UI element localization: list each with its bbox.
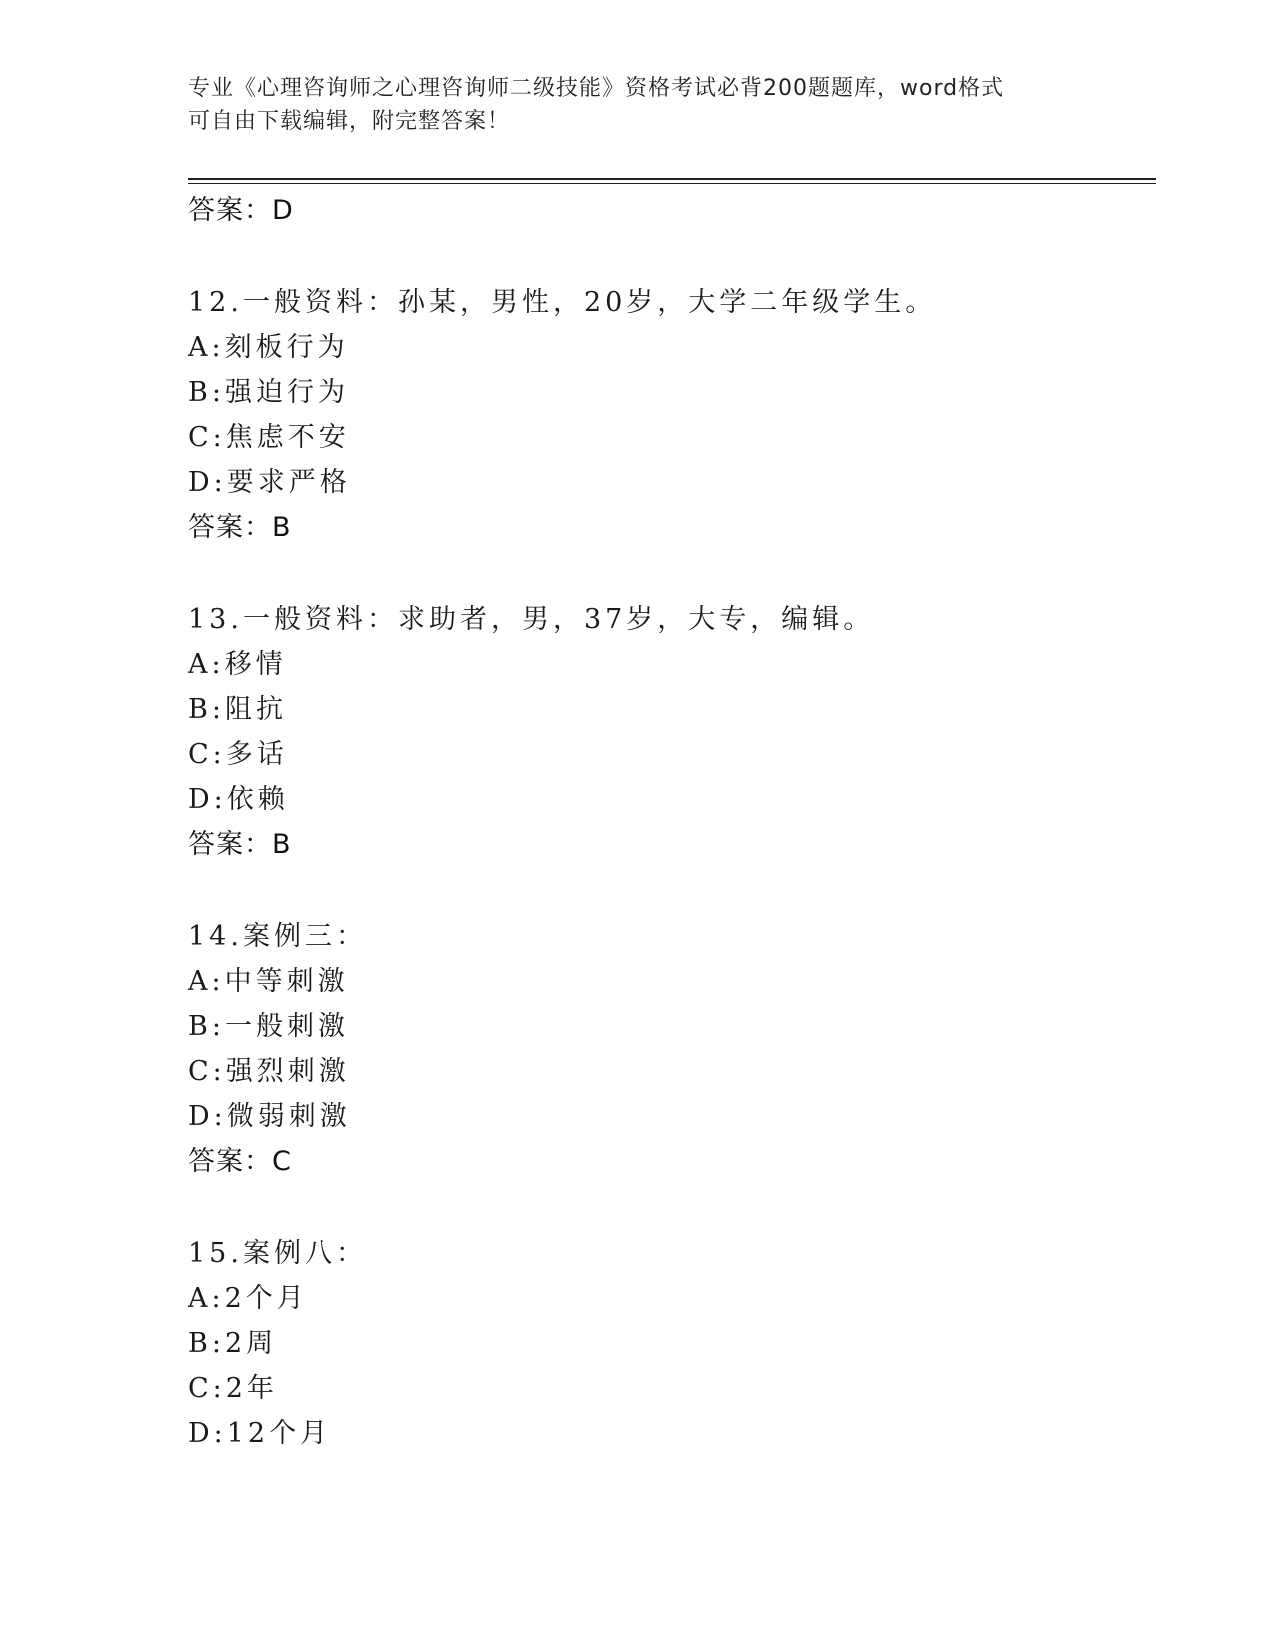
option-b: B:2周 <box>188 1328 278 1359</box>
option-c: C:焦虑不安 <box>188 422 350 453</box>
option-b: B:阻抗 <box>188 694 287 725</box>
option-c: C:强烈刺激 <box>188 1056 350 1087</box>
option-c: C:多话 <box>188 739 288 770</box>
option-b: B:一般刺激 <box>188 1011 349 1042</box>
question-stem: 15.案例八： <box>188 1238 367 1269</box>
option-b: B:强迫行为 <box>188 377 349 408</box>
option-d: D:依赖 <box>188 784 289 815</box>
spacer <box>188 1184 1156 1231</box>
question-stem: 14.案例三： <box>188 921 367 952</box>
question-13 <box>188 597 1156 867</box>
answer-line: 答案：C <box>188 1146 292 1177</box>
question-stem: 13.一般资料：求助者，男，37岁，大专，编辑。 <box>188 604 875 635</box>
question-15 <box>188 1231 1156 1456</box>
option-a: A:移情 <box>188 649 287 680</box>
option-c: C:2年 <box>188 1373 278 1404</box>
option-a: A:刻板行为 <box>188 332 349 363</box>
header-divider-thin <box>188 183 1156 184</box>
answer-line: 答案：B <box>188 829 292 860</box>
question-stem: 12.一般资料：孙某，男性，20岁，大学二年级学生。 <box>188 287 937 318</box>
header-line-2: 可自由下载编辑，附完整答案！ <box>188 109 511 134</box>
spacer <box>188 233 1156 280</box>
answer-line: 答案：B <box>188 512 292 543</box>
question-14 <box>188 914 1156 1184</box>
header-divider <box>188 178 1156 180</box>
spacer <box>188 550 1156 597</box>
option-d: D:要求严格 <box>188 467 351 498</box>
option-a: A:中等刺激 <box>188 966 349 997</box>
question-12 <box>188 280 1156 550</box>
document-header <box>188 72 1088 138</box>
option-a: A:2个月 <box>188 1283 308 1314</box>
answer-line: 答案：D <box>188 195 294 226</box>
header-line-1: 专业《心理咨询师之心理咨询师二级技能》资格考试必背200题题库，word格式 <box>188 76 1005 101</box>
question-list <box>188 188 1156 1456</box>
option-d: D:12个月 <box>188 1418 332 1449</box>
spacer <box>188 867 1156 914</box>
option-d: D:微弱刺激 <box>188 1101 351 1132</box>
